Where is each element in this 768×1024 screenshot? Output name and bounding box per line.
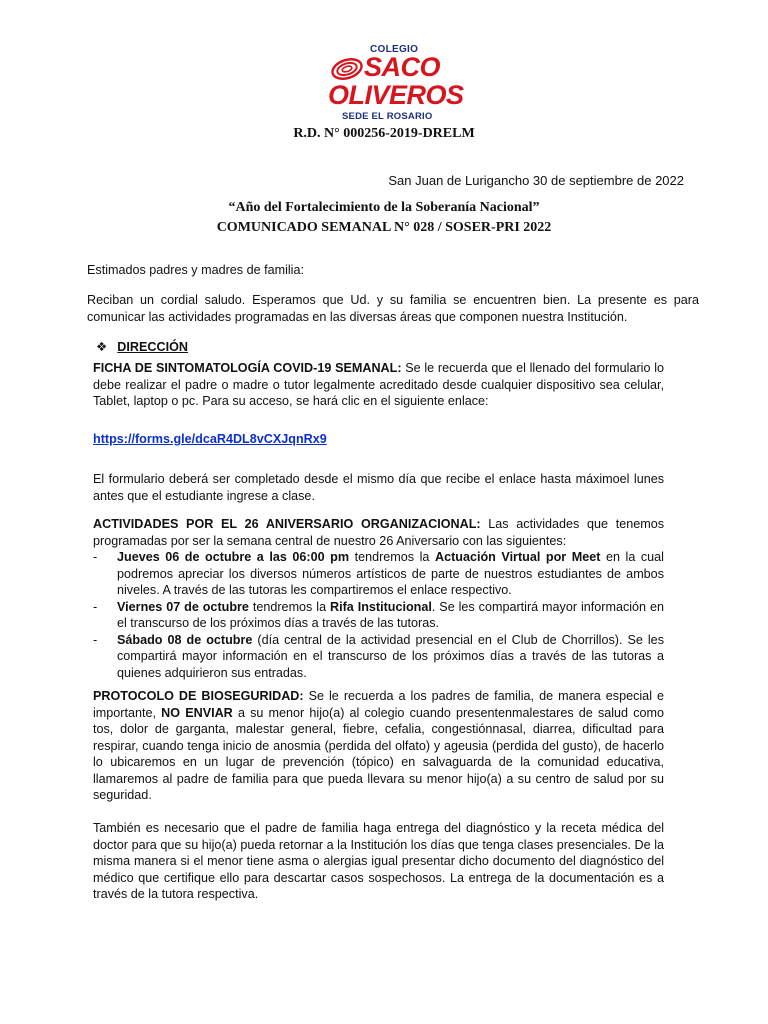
logo-line2: OLIVEROS <box>328 80 464 110</box>
ficha-link-line <box>93 431 664 448</box>
list-item <box>93 549 664 599</box>
list-item <box>93 599 664 632</box>
activities-list <box>93 549 664 681</box>
item-date: Sábado 08 de octubre <box>117 632 253 647</box>
item-text: (día central de la actividad presencial en el Club de Chorrillos). Se les compartirá mayor información en el transcurso de los próximos días a través de las tutoras a quienes adquirieron sus entradas. <box>117 632 664 680</box>
item-event: Actuación Virtual por Meet <box>434 550 601 564</box>
item-text: tendremos la <box>248 599 330 614</box>
aniversario-block <box>93 516 664 681</box>
section-title: DIRECCIÓN <box>117 340 188 354</box>
logo-bottom-text: SEDE EL ROSARIO <box>342 111 433 122</box>
document-date: San Juan de Lurigancho 30 de septiembre de 2022 <box>388 173 684 188</box>
comunicado-title: COMUNICADO SEMANAL N° 028 / SOSER-PRI 2022 <box>216 220 552 235</box>
greeting: Estimados padres y madres de familia: <box>87 263 304 277</box>
item-event: Rifa Institucional <box>330 599 432 614</box>
protocolo-text: a su menor hijo(a) al colegio cuando presentenmalestares de salud como tos, dolor de garganta, malestar general, fiebre, cefalia, congestiónnasal, diarrea, dificultad para respirar, cuando tenga inicio de anosmia (perdida del olfato) y ageusia (perdida del gusto), de hacerlo lo ubicaremos en un lugar de prevención (tópico) en salvaguarda de la comunidad educativa, llamaremos al padre de familia para que pueda llevara su menor hijo(a) a su centro de salud por su seguridad. <box>93 705 665 802</box>
year-motto: “Año del Fortalecimiento de la Soberanía Nacional” <box>228 200 540 215</box>
no-enviar-emphasis: NO ENVIAR <box>161 705 233 720</box>
swirl-logo-icon <box>330 56 364 82</box>
protocolo-text: Se le recuerda a los padres de familia, de manera especial e importante, <box>93 689 664 720</box>
list-item <box>93 632 664 682</box>
item-date: Viernes 07 de octubre <box>117 599 249 614</box>
logo-line1: SACO <box>364 52 441 82</box>
resolution-number: R.D. N° 000256-2019-DRELM <box>293 126 475 141</box>
item-text: tendremos la <box>349 550 435 564</box>
section-heading <box>96 339 188 354</box>
tambien-paragraph: También es necesario que el padre de familia haga entrega del diagnóstico y la receta médica del doctor para que su hijo(a) pueda retornar a la Institución los días que tenga clases presenciales. De la misma manera si el menor tiene asma o alergias igual presentar dicho documento del diagnóstico del médico que certifique ello para descartar casos sospechosos. La entrega de la documentación es a través de la tutora respectiva. <box>93 821 664 901</box>
protocolo-paragraph <box>93 688 664 804</box>
ficha-paragraph <box>93 360 664 410</box>
ficha-label: FICHA DE SINTOMATOLOGÍA COVID-19 SEMANAL: <box>93 361 402 375</box>
aniversario-text: Las actividades que tenemos programadas por ser la semana central de nuestro 26 Aniversario con las siguientes: <box>93 517 664 548</box>
form-link[interactable]: https://forms.gle/dcaR4DL8vCXJqnRx9 <box>93 432 327 446</box>
aniversario-label: ACTIVIDADES POR EL 26 ANIVERSARIO ORGANIZACIONAL: <box>93 517 481 531</box>
school-logo <box>326 44 462 126</box>
item-text: . Se les compartirá mayor información en el transcurso de los próximos días a través de las tutoras. <box>117 599 664 630</box>
intro-paragraph: Reciban un cordial saludo. Esperamos que Ud. y su familia se encuentren bien. La presente es para comunicar las actividades programadas en las diversas áreas que componen nuestra Institución. <box>87 293 699 324</box>
logo-top-text: COLEGIO <box>370 44 419 55</box>
diamond-bullet-icon: ❖ <box>96 340 108 354</box>
ficha-after: El formulario deberá ser completado desde el mismo día que recibe el enlace hasta máximoel lunes antes que el estudiante ingrese a clase. <box>93 472 664 503</box>
item-text: en la cual podremos apreciar los diversos números artísticos de parte de nuestros estudiantes de ambos niveles. A través de las tutoras les compartiremos el enlace respectivo. <box>117 550 664 597</box>
ficha-text: Se le recuerda que el llenado del formulario lo debe realizar el padre o madre o tutor legalmente acreditado desde cualquier dispositivo sea celular, Tablet, laptop o pc. Para su acceso, se hará clic en el siguiente enlace: <box>93 361 664 408</box>
item-date: Jueves 06 de octubre a las 06:00 pm <box>117 550 350 564</box>
aniversario-intro <box>93 516 664 549</box>
protocolo-label: PROTOCOLO DE BIOSEGURIDAD: <box>93 689 304 703</box>
